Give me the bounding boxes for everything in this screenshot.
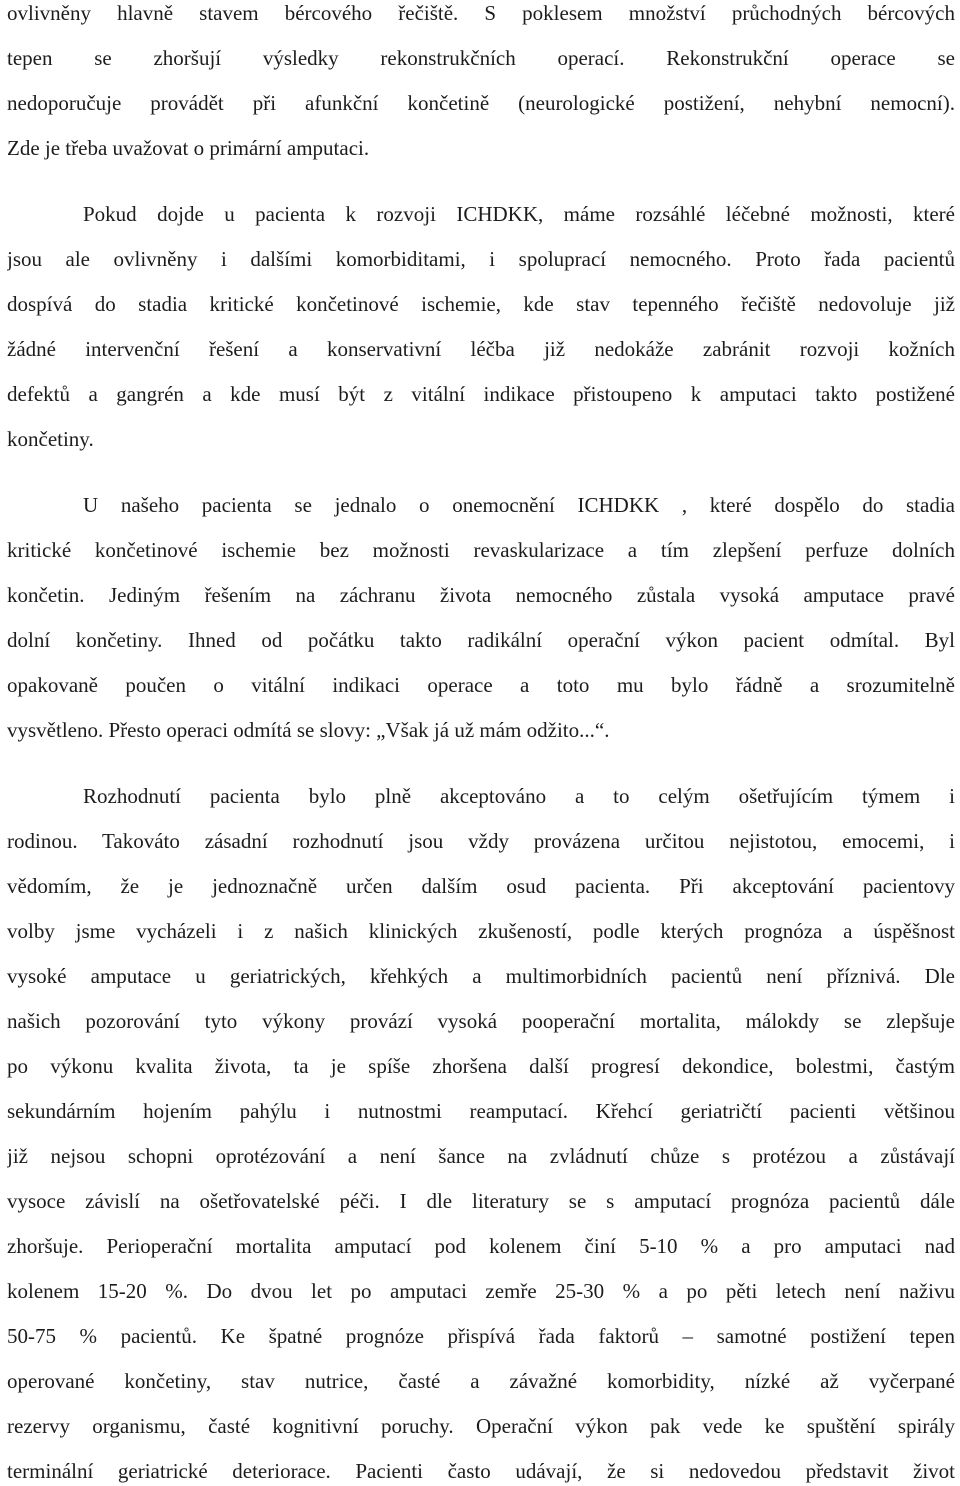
text-line: našich pozorování tyto výkony provází vysoká pooperační mortalita, málokdy se zlepšuje xyxy=(7,1009,955,1033)
text-line: ovlivněny hlavně stavem bércového řečiště. S poklesem množství průchodných bércových xyxy=(7,1,955,25)
text-line: tepen se zhoršují výsledky rekonstrukčních operací. Rekonstrukční operace se xyxy=(7,46,955,70)
text-line: U našeho pacienta se jednalo o onemocnění ICHDKK , které dospělo do stadia xyxy=(83,493,955,517)
text-line: dospívá do stadia kritické končetinové ischemie, kde stav tepenného řečiště nedovoluje již xyxy=(7,292,955,316)
text-line: kritické končetinové ischemie bez možnosti revaskularizace a tím zlepšení perfuze dolních xyxy=(7,538,955,562)
text-line: 50-75 % pacientů. Ke špatné prognóze přispívá řada faktorů – samotné postižení tepen xyxy=(7,1324,955,1348)
text-line: vysoce závislí na ošetřovatelské péči. I dle literatury se s amputací prognóza pacientů dále xyxy=(7,1189,955,1213)
text-line: zhoršuje. Perioperační mortalita amputací pod kolenem činí 5-10 % a pro amputaci nad xyxy=(7,1234,955,1258)
text-line: po výkonu kvalita života, ta je spíše zhoršena další progresí dekondice, bolestmi, častým xyxy=(7,1054,955,1078)
text-line: terminální geriatrické deteriorace. Pacienti často udávají, že si nedovedou představit život xyxy=(7,1459,955,1483)
text-line: operované končetiny, stav nutrice, časté a závažné komorbidity, nízké až vyčerpané xyxy=(7,1369,955,1393)
text-line: kolenem 15-20 %. Do dvou let po amputaci zemře 25-30 % a po pěti letech není naživu xyxy=(7,1279,955,1303)
text-line: opakovaně poučen o vitální indikaci operace a toto mu bylo řádně a srozumitelně xyxy=(7,673,955,697)
text-line: Zde je třeba uvažovat o primární amputaci. xyxy=(7,136,370,160)
text-line: končetiny. xyxy=(7,427,94,451)
text-line: žádné intervenční řešení a konservativní léčba již nedokáže zabránit rozvoji kožních xyxy=(7,337,955,361)
text-line: rezervy organismu, časté kognitivní poruchy. Operační výkon pak vede ke spuštění spirály xyxy=(7,1414,955,1438)
text-line: rodinou. Takováto zásadní rozhodnutí jsou vždy provázena určitou nejistotou, emocemi, i xyxy=(7,829,955,853)
text-line: nedoporučuje provádět při afunkční končetině (neurologické postižení, nehybní nemocní). xyxy=(7,91,955,115)
text-line: již nejsou schopni oprotézování a není šance na zvládnutí chůze s protézou a zůstávají xyxy=(7,1144,955,1168)
text-line: vysoké amputace u geriatrických, křehkých a multimorbidních pacientů není příznivá. Dle xyxy=(7,964,955,988)
text-line: vysvětleno. Přesto operaci odmítá se slovy: „Však já už mám odžito...“. xyxy=(7,718,610,742)
text-line: defektů a gangrén a kde musí být z vitální indikace přistoupeno k amputaci takto postižené xyxy=(7,382,955,406)
text-line: Pokud dojde u pacienta k rozvoji ICHDKK, máme rozsáhlé léčebné možnosti, které xyxy=(83,202,955,226)
text-line: jsou ale ovlivněny i dalšími komorbiditami, i spoluprací nemocného. Proto řada pacientů xyxy=(7,247,955,271)
text-line: volby jsme vycházeli i z našich klinických zkušeností, podle kterých prognóza a úspěšnost xyxy=(7,919,955,943)
text-line: dolní končetiny. Ihned od počátku takto radikální operační výkon pacient odmítal. Byl xyxy=(7,628,955,652)
text-line: Rozhodnutí pacienta bylo plně akceptováno a to celým ošetřujícím týmem i xyxy=(83,784,955,808)
text-line: končetin. Jediným řešením na záchranu života nemocného zůstala vysoká amputace pravé xyxy=(7,583,955,607)
text-line: sekundárním hojením pahýlu i nutnostmi reamputací. Křehcí geriatričtí pacienti většinou xyxy=(7,1099,955,1123)
text-line: vědomím, že je jednoznačně určen dalším osud pacienta. Při akceptování pacientovy xyxy=(7,874,955,898)
